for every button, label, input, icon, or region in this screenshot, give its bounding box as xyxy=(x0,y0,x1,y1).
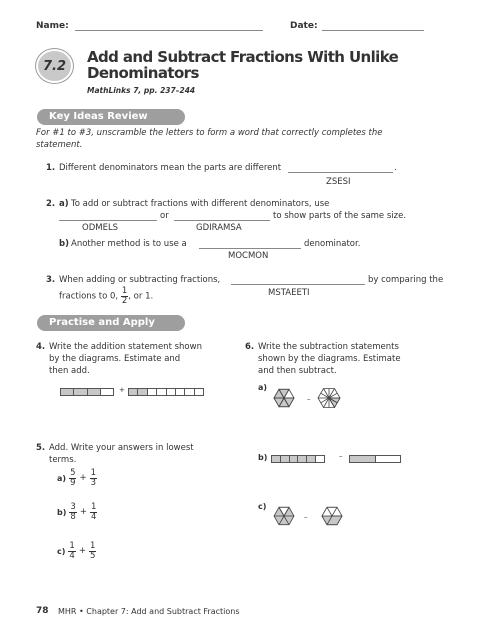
q5c-frac1 xyxy=(68,542,75,560)
q6-line1: Write the subtraction statements xyxy=(258,342,399,352)
q5-line1: Add. Write your answers in lowest xyxy=(49,443,194,453)
section-title-line1: Add and Subtract Fractions With Unlike xyxy=(87,48,399,66)
q2b-end: denominator. xyxy=(304,239,361,249)
q5b-d1: 8 xyxy=(70,511,76,522)
q5b-n2: 1 xyxy=(90,502,97,512)
q2a-or: or xyxy=(160,211,169,221)
q5b-expression xyxy=(57,503,97,521)
q5a-n2: 1 xyxy=(90,468,97,478)
q3-answer-blank[interactable] xyxy=(231,284,365,285)
name-label: Name: xyxy=(36,21,69,31)
q3-number: 3. xyxy=(46,275,56,285)
q3-text: When adding or subtracting fractions, xyxy=(59,275,221,285)
instructions-line1: For #1 to #3, unscramble the letters to form a word that correctly completes the xyxy=(36,128,383,138)
q5a-op: + xyxy=(79,473,87,483)
q6c-hexagon-sixths xyxy=(274,507,294,524)
q4-line3: then add. xyxy=(49,366,90,376)
q2a-answer-blank-2[interactable] xyxy=(174,220,270,221)
q2a-end: to show parts of the same size. xyxy=(273,211,407,221)
q6a-minus-sign: – xyxy=(307,395,311,403)
q2a-label: a) xyxy=(59,199,69,209)
q5c-label: c) xyxy=(57,546,66,556)
q6-line3: and then subtract. xyxy=(258,366,337,376)
textbook-reference: MathLinks 7, pp. 237–244 xyxy=(87,86,196,95)
q5b-label: b) xyxy=(57,507,67,517)
q5a-n1: 5 xyxy=(70,468,76,478)
q6a-hexagon-twelfths xyxy=(318,389,340,408)
q6c-hexagon-thirds xyxy=(322,507,342,524)
q2a-answer-blank-1[interactable] xyxy=(59,220,157,221)
q5b-frac2 xyxy=(90,503,97,521)
q5c-expression xyxy=(57,542,96,560)
q2a-text: To add or subtract fractions with different denominators, use xyxy=(71,199,330,209)
q5-line2: terms. xyxy=(49,455,77,465)
q5a-frac2 xyxy=(90,469,97,487)
q2b-text: Another method is to use a xyxy=(71,239,187,249)
q2b-scramble: MOCMON xyxy=(228,251,269,261)
name-field[interactable] xyxy=(75,30,263,31)
q3-line2-a: fractions to 0, xyxy=(59,291,119,302)
q5a-expression xyxy=(57,469,97,487)
date-field[interactable] xyxy=(322,30,424,31)
q1-text: Different denominators mean the parts are different xyxy=(59,163,282,173)
q5a-d2: 3 xyxy=(90,477,97,488)
q6-line2: shown by the diagrams. Estimate xyxy=(258,354,401,364)
q3-line2-b: , or 1. xyxy=(128,291,154,302)
q1-number: 1. xyxy=(46,163,56,173)
q4-line2: by the diagrams. Estimate and xyxy=(49,354,181,364)
q3-half-numerator: 1 xyxy=(121,286,128,296)
q6b-minus-sign: – xyxy=(339,452,343,460)
q2a-scramble-1: ODMELS xyxy=(82,223,119,233)
q6b-fraction-bar-1 xyxy=(271,455,325,463)
q2-number: 2. xyxy=(46,199,56,209)
q5c-d2: 5 xyxy=(89,550,96,561)
q1-scramble: ZSESI xyxy=(326,177,351,187)
q2b-label: b) xyxy=(59,239,69,249)
q2b-answer-blank[interactable] xyxy=(199,248,301,249)
q4-plus-sign: + xyxy=(119,386,125,394)
q6c-minus-sign: – xyxy=(304,513,308,521)
q6-number: 6. xyxy=(245,342,255,352)
q5b-n1: 3 xyxy=(70,502,76,512)
q6a-hexagon-sixths xyxy=(274,389,294,406)
q6a-label: a) xyxy=(258,383,268,392)
page-number: 78 xyxy=(36,606,49,616)
q5c-d1: 4 xyxy=(69,550,75,561)
q2a-scramble-2: GDIRAMSA xyxy=(196,223,242,233)
q5c-op: + xyxy=(78,546,86,556)
q3-scramble: MSTAEETI xyxy=(268,288,310,298)
q3-line2 xyxy=(59,287,153,305)
q5b-d2: 4 xyxy=(90,511,97,522)
q5c-n2: 1 xyxy=(89,541,96,551)
practise-heading: Practise and Apply xyxy=(37,315,185,331)
q6c-diagram xyxy=(271,498,361,534)
date-label: Date: xyxy=(290,21,318,31)
q5a-d1: 9 xyxy=(70,477,76,488)
q6b-label: b) xyxy=(258,453,268,462)
q5-number: 5. xyxy=(36,443,46,453)
section-title-line2: Denominators xyxy=(87,64,199,82)
q6b-fraction-bar-2 xyxy=(349,455,401,463)
q1-end: . xyxy=(394,163,397,173)
instructions-line2: statement. xyxy=(36,140,83,150)
q1-answer-blank[interactable] xyxy=(288,172,393,173)
q4-number: 4. xyxy=(36,342,46,352)
q3-end: by comparing the xyxy=(368,275,444,285)
q6a-diagram xyxy=(271,379,391,417)
q4-fraction-bar-1 xyxy=(60,388,114,396)
q5a-frac1 xyxy=(69,469,76,487)
q6c-label: c) xyxy=(258,502,267,511)
q5b-op: + xyxy=(79,507,87,517)
q5c-n1: 1 xyxy=(69,541,75,551)
q5a-label: a) xyxy=(57,473,67,483)
q5c-frac2 xyxy=(89,542,96,560)
q4-fraction-bar-2 xyxy=(128,388,204,396)
q3-half-denominator: 2 xyxy=(121,295,128,306)
section-number-badge: 7.2 xyxy=(36,49,73,83)
q4-line1: Write the addition statement shown xyxy=(49,342,202,352)
footer-text: MHR • Chapter 7: Add and Subtract Fractions xyxy=(58,607,240,616)
q5b-frac1 xyxy=(69,503,76,521)
key-ideas-heading: Key Ideas Review xyxy=(37,109,185,125)
